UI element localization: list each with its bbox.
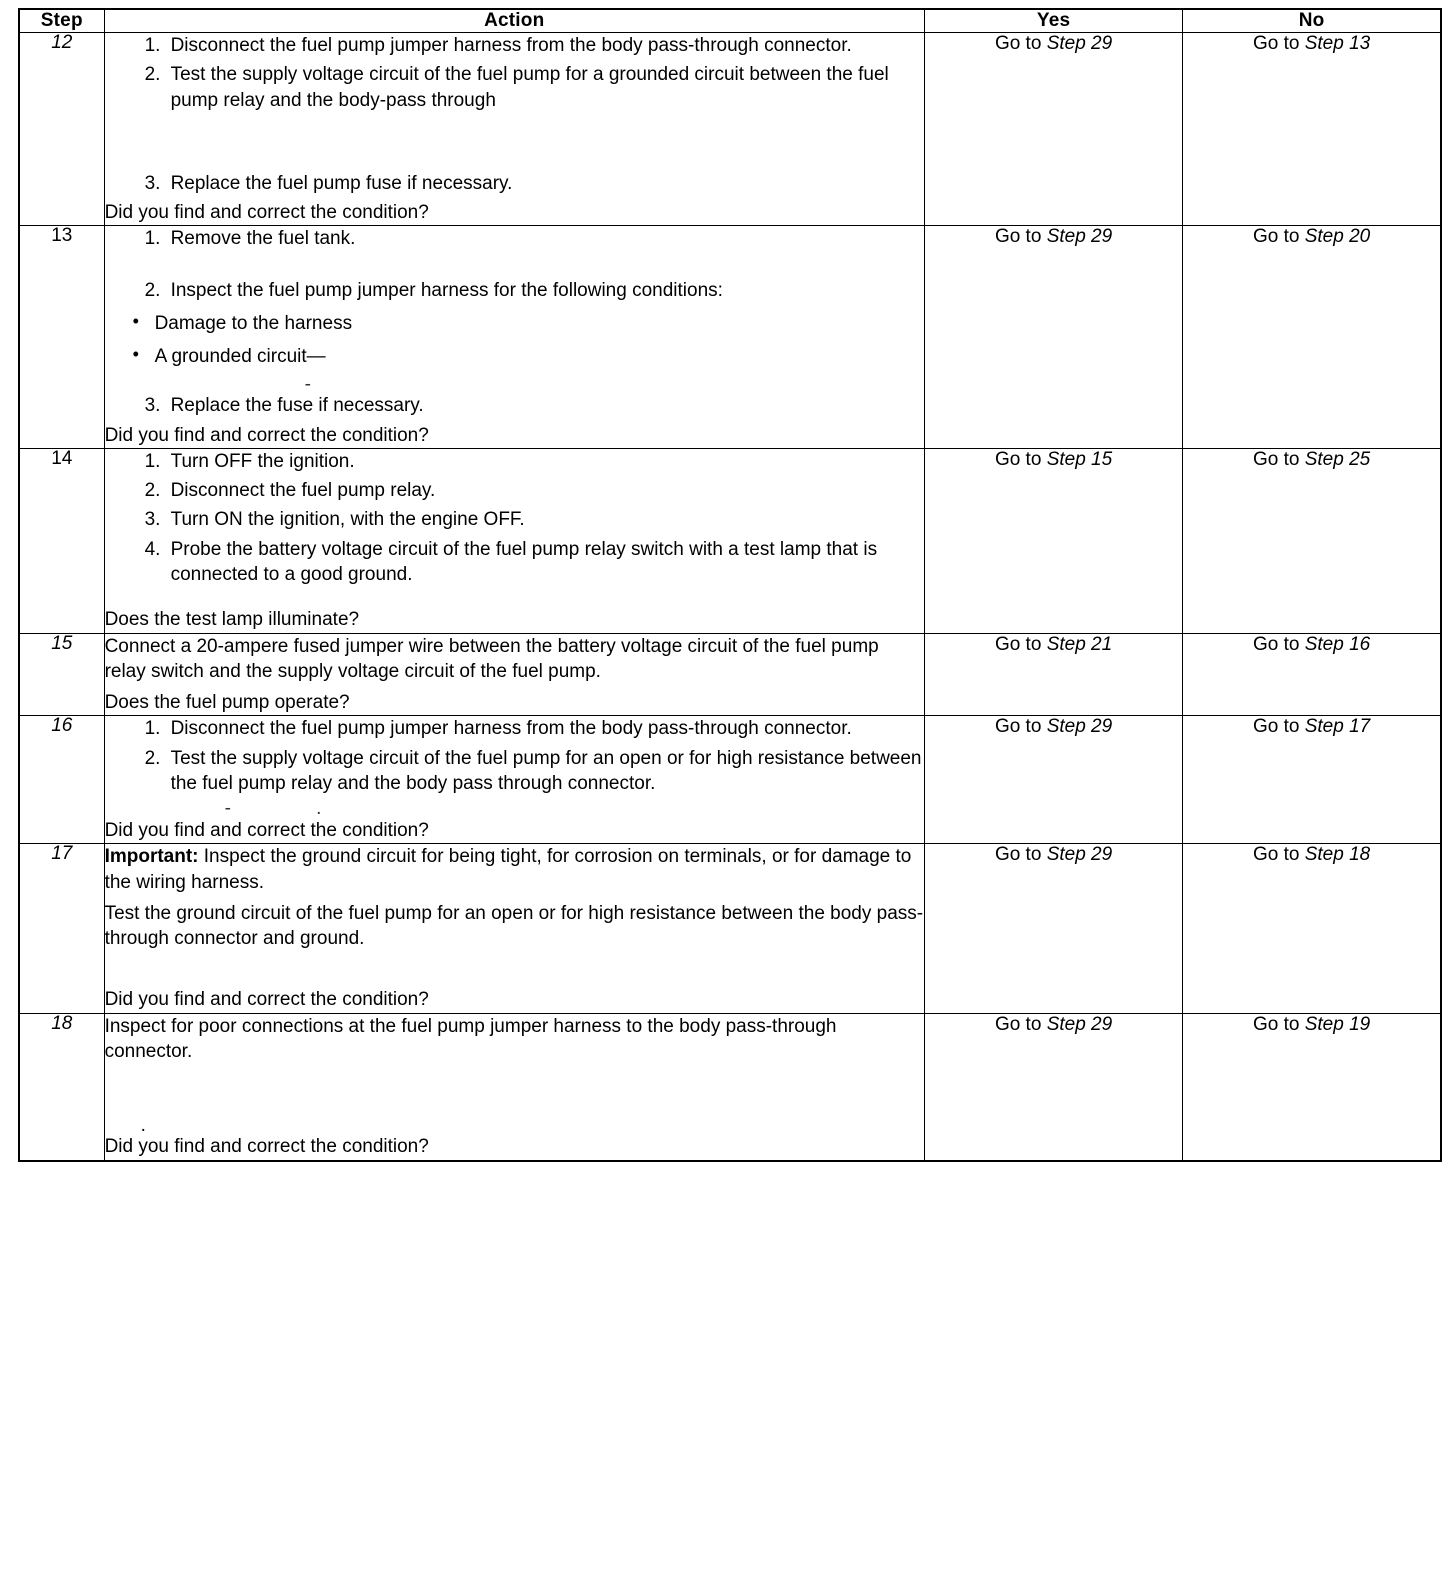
action-step-item: Turn OFF the ignition.	[170, 450, 355, 472]
table-row	[19, 844, 1441, 1013]
spacer	[105, 591, 924, 607]
scan-artifact-dash: -	[304, 374, 311, 396]
action-step-item: Replace the fuse if necessary.	[170, 395, 424, 417]
yes-step-ref: Step 29	[1046, 33, 1113, 54]
no-step-ref: Step 20	[1304, 226, 1371, 248]
step-number-cell	[19, 716, 104, 844]
action-question: Did you find and correct the condition?	[104, 989, 429, 1011]
action-step-item: Disconnect the fuel pump jumper harness from the body pass-through connector.	[170, 35, 852, 56]
action-cell	[104, 844, 924, 1013]
step-number-cell	[19, 226, 104, 449]
action-paragraph: Inspect for poor connections at the fuel pump jumper harness to the body pass-through connector.	[104, 1015, 837, 1062]
no-result-cell	[1183, 33, 1441, 226]
no-goto-link[interactable]: Go to Step 25	[1252, 448, 1371, 470]
action-step-list	[105, 716, 924, 796]
no-step-ref: Step 25	[1304, 448, 1371, 470]
no-result-cell	[1183, 448, 1441, 633]
yes-goto-link[interactable]: Go to Step 29	[994, 716, 1113, 738]
no-goto-link[interactable]: Go to Step 18	[1252, 844, 1371, 866]
no-goto-link[interactable]: Go to Step 13	[1252, 33, 1371, 54]
action-question: Did you find and correct the condition?	[104, 202, 429, 224]
action-step-item: Remove the fuel tank.	[170, 228, 356, 250]
action-cell	[104, 1013, 924, 1160]
no-result-cell	[1183, 844, 1441, 1013]
step-number-cell	[19, 633, 104, 716]
diagnostic-table	[18, 8, 1442, 1162]
table-header	[19, 9, 1441, 33]
table-body	[19, 33, 1441, 1161]
action-step-item: Probe the battery voltage circuit of the fuel pump relay switch with a test lamp that is connected to a good ground.	[170, 538, 878, 585]
important-text: Inspect the ground circuit for being tight, for corrosion on terminals, or for damage to the wiring harness.	[104, 846, 912, 893]
yes-step-ref: Step 21	[1046, 633, 1113, 655]
no-goto-link[interactable]: Go to Step 19	[1252, 1013, 1371, 1035]
no-step-ref: Step 17	[1304, 716, 1371, 738]
action-question: Did you find and correct the condition?	[104, 820, 429, 842]
table-row	[19, 448, 1441, 633]
yes-result-cell	[924, 226, 1182, 449]
yes-result-cell	[924, 844, 1182, 1013]
yes-step-ref: Step 29	[1046, 226, 1113, 248]
action-step-list-continued	[105, 393, 924, 418]
yes-result-cell	[924, 716, 1182, 844]
yes-goto-link[interactable]: Go to Step 29	[994, 844, 1113, 866]
yes-goto-link[interactable]: Go to Step 29	[994, 226, 1113, 248]
column-header-action: Action	[104, 9, 924, 33]
spacer	[105, 1070, 924, 1118]
no-step-ref: Step 18	[1304, 844, 1371, 866]
column-header-no: No	[1183, 9, 1441, 33]
no-step-ref: Step 16	[1304, 633, 1371, 655]
step-number-cell	[19, 448, 104, 633]
spacer	[105, 957, 924, 987]
action-cell	[104, 33, 924, 226]
action-step-list	[105, 449, 924, 587]
yes-result-cell	[924, 448, 1182, 633]
yes-goto-link[interactable]: Go to Step 29	[994, 1013, 1113, 1035]
yes-goto-link[interactable]: Go to Step 21	[994, 633, 1113, 655]
scan-artifact-dashes: - .	[224, 798, 362, 820]
action-question: Did you find and correct the condition?	[104, 424, 429, 446]
yes-step-ref: Step 29	[1046, 1013, 1113, 1035]
action-cell	[104, 448, 924, 633]
action-bullet-item: • Damage to the harness	[133, 311, 924, 336]
action-cell	[104, 716, 924, 844]
table-row	[19, 716, 1441, 844]
action-paragraph: Test the ground circuit of the fuel pump for an open or for high resistance between the body pass-through connector and ground.	[104, 902, 924, 950]
yes-step-ref: Step 29	[1046, 716, 1113, 738]
step-number: 12	[51, 32, 73, 53]
table-row	[19, 33, 1441, 226]
no-step-ref: Step 13	[1304, 33, 1371, 54]
no-goto-link[interactable]: Go to Step 20	[1252, 226, 1371, 248]
yes-step-ref: Step 29	[1046, 844, 1113, 866]
no-result-cell	[1183, 226, 1441, 449]
action-important-note	[105, 844, 924, 895]
action-cell	[104, 226, 924, 449]
no-step-ref: Step 19	[1304, 1013, 1371, 1035]
action-question: Did you find and correct the condition?	[104, 1136, 429, 1158]
yes-result-cell	[924, 1013, 1182, 1160]
step-number: 13	[51, 225, 73, 247]
yes-result-cell	[924, 633, 1182, 716]
action-step-item: Disconnect the fuel pump jumper harness from the body pass-through connector.	[170, 718, 852, 740]
action-step-item: Disconnect the fuel pump relay.	[170, 480, 436, 502]
column-header-step: Step	[19, 9, 104, 33]
action-cell	[104, 633, 924, 716]
yes-goto-link[interactable]: Go to Step 15	[994, 448, 1113, 470]
no-goto-link[interactable]: Go to Step 17	[1252, 716, 1371, 738]
no-result-cell	[1183, 633, 1441, 716]
step-number: 16	[51, 715, 73, 737]
scan-artifact-dot: .	[140, 1115, 146, 1137]
action-step-item: Replace the fuel pump fuse if necessary.	[170, 172, 513, 194]
action-paragraph: Connect a 20-ampere fused jumper wire between the battery voltage circuit of the fuel pump relay switch and the supply voltage circuit of the fuel pump.	[104, 635, 879, 682]
step-number: 15	[51, 632, 73, 654]
action-step-list	[105, 226, 924, 303]
header-row	[19, 9, 1441, 33]
yes-goto-link[interactable]: Go to Step 29	[994, 33, 1113, 54]
action-step-item: Inspect the fuel pump jumper harness for the following conditions:	[170, 279, 723, 301]
action-bullet-item: • A grounded circuit—	[133, 344, 924, 369]
yes-step-ref: Step 15	[1046, 448, 1113, 470]
no-result-cell	[1183, 1013, 1441, 1160]
column-header-yes: Yes	[924, 9, 1182, 33]
step-number-cell	[19, 844, 104, 1013]
step-number: 18	[51, 1012, 73, 1034]
action-bullet-list	[105, 311, 924, 370]
step-number: 14	[51, 447, 73, 469]
action-step-item: Turn ON the ignition, with the engine OFF.	[170, 509, 525, 531]
action-question: Does the fuel pump operate?	[104, 692, 350, 714]
action-question: Does the test lamp illuminate?	[104, 609, 360, 631]
yes-result-cell	[924, 33, 1182, 226]
action-step-item: Test the supply voltage circuit of the fuel pump for an open or for high resistance between the fuel pump relay and the body pass through connector.	[170, 747, 922, 794]
step-number: 17	[51, 843, 73, 865]
step-number-cell	[19, 1013, 104, 1160]
no-result-cell	[1183, 716, 1441, 844]
important-label: Important:	[104, 846, 199, 868]
step-number-cell	[19, 33, 104, 226]
action-step-list	[105, 33, 924, 196]
no-goto-link[interactable]: Go to Step 16	[1252, 633, 1371, 655]
table-row	[19, 633, 1441, 716]
table-row	[19, 226, 1441, 449]
action-step-item: Test the supply voltage circuit of the fuel pump for a grounded circuit between the fuel pump relay and the body-pass through	[170, 64, 889, 111]
table-row	[19, 1013, 1441, 1160]
